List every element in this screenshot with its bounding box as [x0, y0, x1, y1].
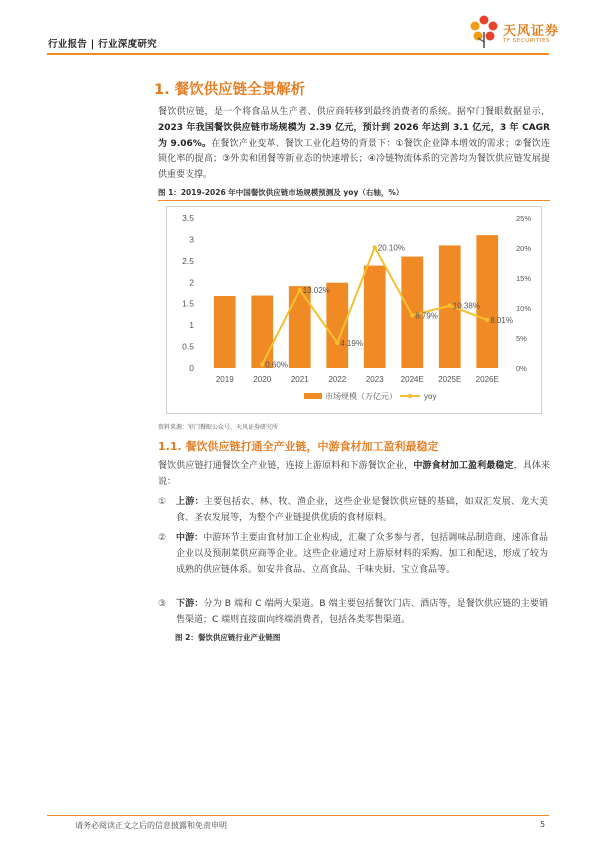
- left-axis-tick-label: 1.5: [182, 298, 194, 309]
- list-text: 主要包括农、林、牧、渔企业，这些企业是餐饮供应链的基础，如双汇发展、龙大美食、圣农发展等，为整个产业链提供优质的食材原料。: [176, 497, 548, 523]
- list-text: 中游环节主要由食材加工企业构成，汇聚了众多参与者，包括调味品制造商、速冻食品企业以及预制菜供应商等企业。这些企业通过对上游原材料的采购、加工和配送，形成了较为成熟的供应链体系。如安井食品、立高食品、千味央厨、宝立食品等。: [176, 533, 548, 575]
- list-body: [176, 596, 548, 628]
- list-label: 下游：: [176, 599, 204, 609]
- x-axis-tick-label: 2019: [215, 375, 234, 384]
- intro-text: 餐饮供应链打通餐饮全产业链，连接上游原料和下游餐饮企业，: [158, 461, 414, 471]
- yoy-point: [485, 318, 489, 322]
- list-number: ②: [158, 533, 167, 543]
- para-text: 餐饮供应链，是一个将食品从生产者、供应商转移到最终消费者的系统。据窄门餐眼数据显示，: [158, 107, 550, 117]
- right-axis-tick-label: 0%: [516, 364, 527, 373]
- left-axis-tick-label: 2.5: [182, 255, 194, 266]
- yoy-point: [298, 288, 302, 292]
- market-size-chart: [166, 206, 542, 414]
- right-axis-tick-label: 20%: [516, 244, 532, 253]
- yoy-data-label: 8.79%: [415, 311, 438, 321]
- legend-bar-label: 市场规模（万亿元）: [325, 392, 397, 401]
- footer-divider: [47, 815, 549, 816]
- left-axis-tick-label: 3: [189, 234, 194, 245]
- left-axis-tick-label: 0: [189, 363, 194, 373]
- header-divider: [47, 53, 549, 55]
- section-intro-paragraph: [158, 105, 550, 184]
- left-axis-tick-label: 3.5: [182, 213, 194, 223]
- yoy-data-label: 4.19%: [340, 338, 363, 348]
- logo-text: 天风证券: [503, 24, 560, 39]
- legend-line-label: yoy: [424, 392, 437, 401]
- bar-mark: [214, 296, 236, 368]
- yoy-point: [260, 362, 264, 366]
- yoy-point: [335, 341, 339, 345]
- yoy-data-label: 13.02%: [302, 285, 330, 295]
- legend-bar-swatch: [304, 393, 322, 399]
- figure-2-title: 图 2：餐饮供应链行业产业链图: [175, 633, 281, 642]
- list-label: 中游：: [176, 533, 204, 543]
- list-number: ③: [158, 599, 167, 609]
- footer-disclaimer: 请务必阅读正文之后的信息披露和免责申明: [75, 821, 227, 830]
- intro-text: ，具体来说：: [158, 461, 550, 487]
- para-bold-text: 2023 年我国餐饮供应链市场规模为 2.39 亿元，预计到 2026 年达到 3.1 亿元，3 年 CAGR 为 9.06%。: [158, 122, 550, 149]
- x-axis-tick-label: 2020: [253, 375, 272, 384]
- section-heading: 1. 餐饮供应链全景解析: [154, 82, 306, 98]
- logo-subtext: TF SECURITIES: [503, 38, 550, 44]
- yoy-data-label: 10.38%: [452, 301, 480, 311]
- list-number: ①: [158, 497, 167, 507]
- list-body: [176, 530, 548, 578]
- para-text: 在餐饮产业变革、餐饮工业化趋势的背景下：①餐饮企业降本增效的需求；②餐饮连锁化率的提高；③外卖和团餐等新业态的快速增长；④冷链物流体系的完善均为餐饮供应链发展提供重要支撑。: [158, 138, 551, 181]
- left-axis-tick-label: 0.5: [182, 341, 194, 352]
- list-text: 分为 B 端和 C 端两大渠道。B 端主要包括餐饮门店、酒店等，是餐饮供应链的主要销售渠道；C 端则直接面向终端消费者，包括各类零售渠道。: [176, 599, 548, 625]
- x-axis-tick-label: 2026E: [475, 375, 499, 384]
- company-logo: [467, 12, 560, 50]
- intro-bold-text: 中游食材加工盈利最稳定: [413, 461, 514, 471]
- bar-mark: [364, 266, 386, 368]
- right-axis-tick-label: 5%: [516, 334, 527, 343]
- list-body: [176, 494, 548, 526]
- x-axis-tick-label: 2021: [290, 375, 309, 384]
- yoy-data-label: 0.60%: [265, 360, 288, 370]
- bar-mark: [289, 286, 311, 368]
- flower-logo-icon: [467, 12, 501, 50]
- header-title: 行业报告 | 行业深度研究: [48, 39, 157, 50]
- yoy-data-label: 20.10%: [377, 243, 405, 253]
- figure-1-title: 图 1：2019-2026 年中国餐饮供应链市场规模预测及 yoy（右轴，%）: [158, 188, 404, 197]
- legend-line-marker: [408, 394, 412, 398]
- bar-mark: [251, 296, 273, 368]
- page-header: [0, 0, 596, 56]
- yoy-point: [410, 313, 414, 317]
- yoy-point: [373, 245, 377, 249]
- x-axis-tick-label: 2023: [365, 375, 384, 384]
- x-axis-tick-label: 2022: [328, 375, 347, 384]
- subsection-intro-paragraph: [158, 459, 550, 491]
- left-axis-tick-label: 2: [189, 277, 194, 288]
- figure-1-rule: [158, 200, 550, 201]
- chart-svg: [166, 206, 542, 414]
- yoy-point: [448, 304, 452, 308]
- right-axis-tick-label: 25%: [516, 214, 532, 223]
- left-axis-tick-label: 1: [189, 320, 194, 331]
- yoy-data-label: 8.01%: [490, 315, 513, 325]
- page-number: 5: [540, 820, 546, 829]
- right-axis-tick-label: 15%: [516, 274, 532, 283]
- figure-1-source: 资料来源：窄门餐眼公众号，天风证券研究所: [158, 424, 279, 431]
- list-label: 上游：: [176, 497, 204, 507]
- right-axis-tick-label: 10%: [516, 304, 532, 313]
- x-axis-tick-label: 2024E: [400, 375, 424, 384]
- x-axis-tick-label: 2025E: [438, 375, 462, 384]
- subsection-heading: 1.1. 餐饮供应链打通全产业链，中游食材加工盈利最稳定: [158, 440, 439, 453]
